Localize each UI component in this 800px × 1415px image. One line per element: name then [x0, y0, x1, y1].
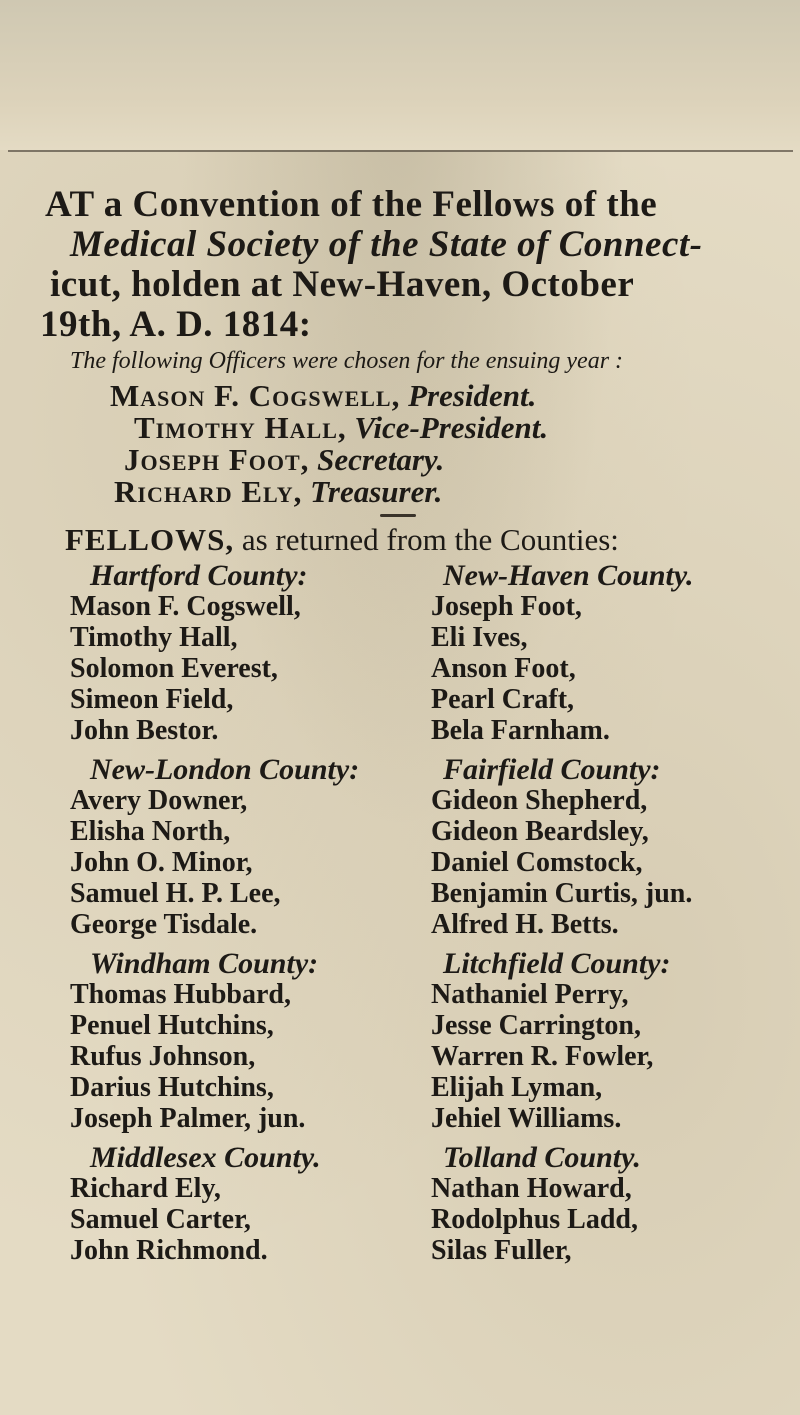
officer-name: Timothy Hall,	[134, 410, 347, 445]
heading-line-2: Medical Society of the State of Connect-	[70, 224, 703, 265]
fellow-name: Mason F. Cogswell,	[70, 591, 301, 622]
officer-role: Treasurer.	[310, 474, 443, 509]
fellow-name: Solomon Everest,	[70, 653, 278, 684]
officer-role: President.	[408, 378, 537, 413]
fellow-name: Gideon Beardsley,	[431, 816, 649, 847]
county-spacer	[423, 1266, 694, 1274]
fellow-name: John Bestor.	[70, 715, 219, 746]
county-heading: Fairfield County:	[443, 753, 661, 786]
officer-name: Joseph Foot,	[124, 442, 310, 477]
county-heading: Middlesex County.	[90, 1141, 321, 1174]
fellow-name: Jesse Carrington,	[431, 1010, 641, 1041]
fellow-name: Avery Downer,	[70, 785, 248, 816]
fellow-name: Pearl Craft,	[431, 684, 575, 715]
fellow-name: Penuel Hutchins,	[70, 1010, 274, 1041]
fellow-name: Nathaniel Perry,	[431, 979, 629, 1010]
fellow-name: Warren R. Fowler,	[431, 1041, 654, 1072]
officers-list	[110, 380, 548, 508]
officer-name: Mason F. Cogswell,	[110, 378, 401, 413]
document-heading	[15, 185, 795, 345]
divider-ornament	[380, 514, 416, 517]
county-spacer	[52, 1266, 359, 1274]
fellow-name: Bela Farnham.	[431, 715, 610, 746]
fellow-name: Samuel H. P. Lee,	[70, 878, 281, 909]
officer-name: Richard Ely,	[114, 474, 303, 509]
heading-line-1: AT a Convention of the Fellows of the	[45, 184, 658, 225]
fellow-name: Eli Ives,	[431, 622, 528, 653]
officer-vice-president	[110, 412, 548, 444]
officer-role: Secretary.	[317, 442, 445, 477]
fellow-name: Rufus Johnson,	[70, 1041, 256, 1072]
fellow-name: Joseph Palmer, jun.	[70, 1103, 306, 1134]
fellow-name: Darius Hutchins,	[70, 1072, 274, 1103]
county-heading: Windham County:	[90, 947, 319, 980]
fellow-name: Nathan Howard,	[431, 1173, 632, 1204]
fellow-name: Daniel Comstock,	[431, 847, 643, 878]
county-heading: Litchfield County:	[443, 947, 671, 980]
fellow-name: Samuel Carter,	[70, 1204, 251, 1235]
officer-president	[110, 380, 548, 412]
page-top-edge	[0, 0, 800, 150]
fellow-name: Elijah Lyman,	[431, 1072, 603, 1103]
officer-treasurer	[110, 476, 548, 508]
county-heading: Hartford County:	[90, 559, 308, 592]
fellow-name: Anson Foot,	[431, 653, 576, 684]
fellows-heading-main: FELLOWS,	[65, 522, 235, 557]
county-heading: New-Haven County.	[443, 559, 694, 592]
fellow-name: Timothy Hall,	[70, 622, 238, 653]
fellow-name: Joseph Foot,	[431, 591, 582, 622]
officers-intro: The following Officers were chosen for the ensuing year :	[70, 348, 624, 374]
fellow-name: Simeon Field,	[70, 684, 234, 715]
officer-role: Vice-President.	[354, 410, 549, 445]
heading-line-3: icut, holden at New-Haven, October	[50, 264, 635, 305]
fellow-name: George Tisdale.	[70, 909, 258, 940]
county-heading: Tolland County.	[443, 1141, 641, 1174]
fellow-name: Richard Ely,	[70, 1173, 221, 1204]
fellows-heading	[65, 522, 619, 558]
county-heading: New-London County:	[90, 753, 360, 786]
fellow-name: Jehiel Williams.	[431, 1103, 622, 1134]
top-rule	[8, 150, 793, 152]
fellows-heading-rest: as returned from the Counties:	[241, 522, 619, 557]
fellow-name: Thomas Hubbard,	[70, 979, 291, 1010]
fellow-name: John Richmond.	[70, 1235, 268, 1266]
fellow-name: Benjamin Curtis, jun.	[431, 878, 693, 909]
left-column	[52, 560, 359, 1274]
right-column	[423, 560, 694, 1274]
fellow-name: Elisha North,	[70, 816, 231, 847]
fellow-name: Silas Fuller,	[431, 1235, 572, 1266]
fellow-name: Alfred H. Betts.	[431, 909, 619, 940]
fellow-name: Rodolphus Ladd,	[431, 1204, 639, 1235]
officer-secretary	[110, 444, 548, 476]
heading-line-4: 19th, A. D. 1814:	[40, 304, 312, 345]
fellow-name: Gideon Shepherd,	[431, 785, 648, 816]
fellow-name: John O. Minor,	[70, 847, 253, 878]
